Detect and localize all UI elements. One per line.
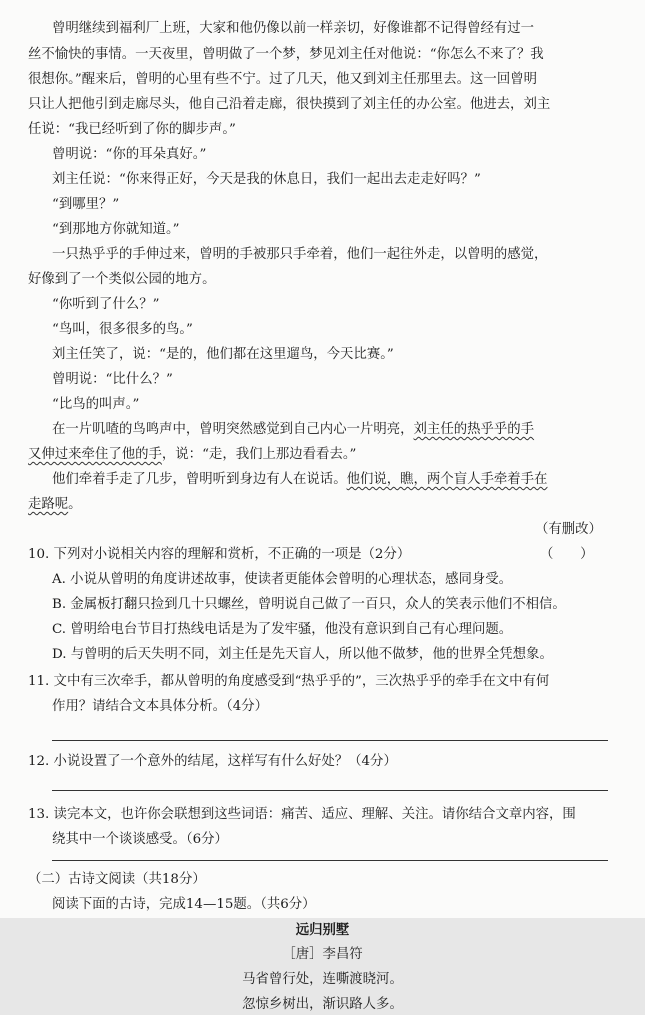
answer-blank[interactable]: （ ） bbox=[540, 547, 594, 562]
question-11: 11. 文中有三次牵手，都从曾明的角度感受到“热乎乎的”，三次热乎乎的牵手在文中有何 bbox=[28, 674, 550, 689]
story-line: 曾明说：“比什么？” bbox=[52, 372, 173, 387]
story-line: “到哪里？” bbox=[52, 197, 120, 212]
story-line bbox=[52, 420, 534, 440]
option-b: B. 金属板打翻只捡到几十只螺丝，曾明说自己做了一百只，众人的笑表示他们不相信。 bbox=[52, 597, 566, 612]
poem-line: 忽惊乡树出，渐识路人多。 bbox=[242, 997, 403, 1012]
story-line: 一只热乎乎的手伸过来，曾明的手被那只手牵着，他们一起往外走，以曾明的感觉， bbox=[52, 247, 548, 262]
story-text: 。 bbox=[68, 497, 82, 512]
question-11-cont: 作用？请结合文本具体分析。（4分） bbox=[52, 699, 269, 714]
story-text: ，说：“走，我们上那边看看去。” bbox=[161, 447, 357, 462]
story-text: 他们牵着手走了几步，曾明听到身边有人在说话。 bbox=[52, 472, 347, 487]
story-line: “鸟叫，很多很多的鸟。” bbox=[52, 322, 193, 337]
poem-title: 远归别墅 bbox=[295, 922, 350, 938]
story-line: 丝不愉快的事情。一天夜里，曾明做了一个梦，梦见刘主任对他说：“你怎么不来了？我 bbox=[28, 47, 544, 62]
story-line: 曾明继续到福利厂上班，大家和他仍像以前一样亲切，好像谁都不记得曾经有过一 bbox=[52, 21, 535, 36]
section-instruction: 阅读下面的古诗，完成14—15题。（共6分） bbox=[52, 897, 316, 912]
question-12: 12. 小说设置了一个意外的结尾，这样写有什么好处？（4分） bbox=[28, 754, 397, 769]
wavy-underlined-text: 又伸过来牵住了他的手 bbox=[28, 447, 162, 462]
story-line: 只让人把他引到走廊尽头，他自己沿着走廊，很快摸到了刘主任的办公室。他进去，刘主 bbox=[28, 97, 551, 112]
question-13-cont: 绕其中一个谈谈感受。（6分） bbox=[52, 832, 228, 847]
option-a: A. 小说从曾明的角度讲述故事，使读者更能体会曾明的心理状态，感同身受。 bbox=[52, 572, 513, 587]
poem-line: 马省曾行处，连嘶渡晓河。 bbox=[242, 972, 403, 987]
story-line bbox=[28, 495, 82, 515]
story-line bbox=[28, 445, 356, 465]
wavy-underlined-text: 刘主任的热乎乎的手 bbox=[413, 422, 535, 437]
story-line: 刘主任笑了，说：“是的，他们都在这里遛鸟，今天比赛。” bbox=[52, 347, 394, 362]
edit-note: （有删改） bbox=[535, 522, 602, 537]
story-line bbox=[52, 470, 547, 490]
option-d: D. 与曾明的后天失明不同，刘主任是先天盲人，所以他不做梦，他的世界全凭想象。 bbox=[52, 647, 553, 662]
story-line: 曾明说：“你的耳朵真好。” bbox=[52, 147, 207, 162]
answer-line[interactable] bbox=[52, 740, 608, 741]
question-13: 13. 读完本文，也许你会联想到这些词语：痛苦、适应、理解、关注。请你结合文章内容，围 bbox=[28, 807, 576, 822]
section-heading: （二）古诗文阅读（共18分） bbox=[28, 872, 206, 887]
story-line: 刘主任说：“你来得正好，今天是我的休息日，我们一起出去走走好吗？” bbox=[52, 172, 481, 187]
option-c: C. 曾明给电台节目打热线电话是为了发牢骚，他没有意识到自己有心理问题。 bbox=[52, 622, 513, 637]
story-text: 在一片叽喳的鸟鸣声中，曾明突然感觉到自己内心一片明亮， bbox=[52, 422, 414, 437]
story-line: 任说：“我已经听到了你的脚步声。” bbox=[28, 122, 236, 137]
wavy-underlined-text: 走路呢 bbox=[28, 497, 69, 512]
answer-line[interactable] bbox=[52, 860, 608, 861]
question-10: 10. 下列对小说相关内容的理解和赏析，不正确的一项是（2分） bbox=[28, 547, 411, 562]
answer-line[interactable] bbox=[52, 790, 608, 791]
story-line: 很想你。”醒来后，曾明的心里有些不宁。过了几天，他又到刘主任那里去。这一回曾明 bbox=[28, 72, 537, 87]
story-line: 好像到了一个类似公园的地方。 bbox=[28, 272, 216, 287]
story-line: “到那地方你就知道。” bbox=[52, 222, 180, 237]
poem-author: ［唐］李昌符 bbox=[282, 947, 363, 962]
wavy-underlined-text: 他们说，瞧，两个盲人手牵着手在 bbox=[346, 472, 548, 487]
story-line: “比鸟的叫声。” bbox=[52, 397, 140, 412]
story-line: “你听到了什么？” bbox=[52, 297, 160, 312]
